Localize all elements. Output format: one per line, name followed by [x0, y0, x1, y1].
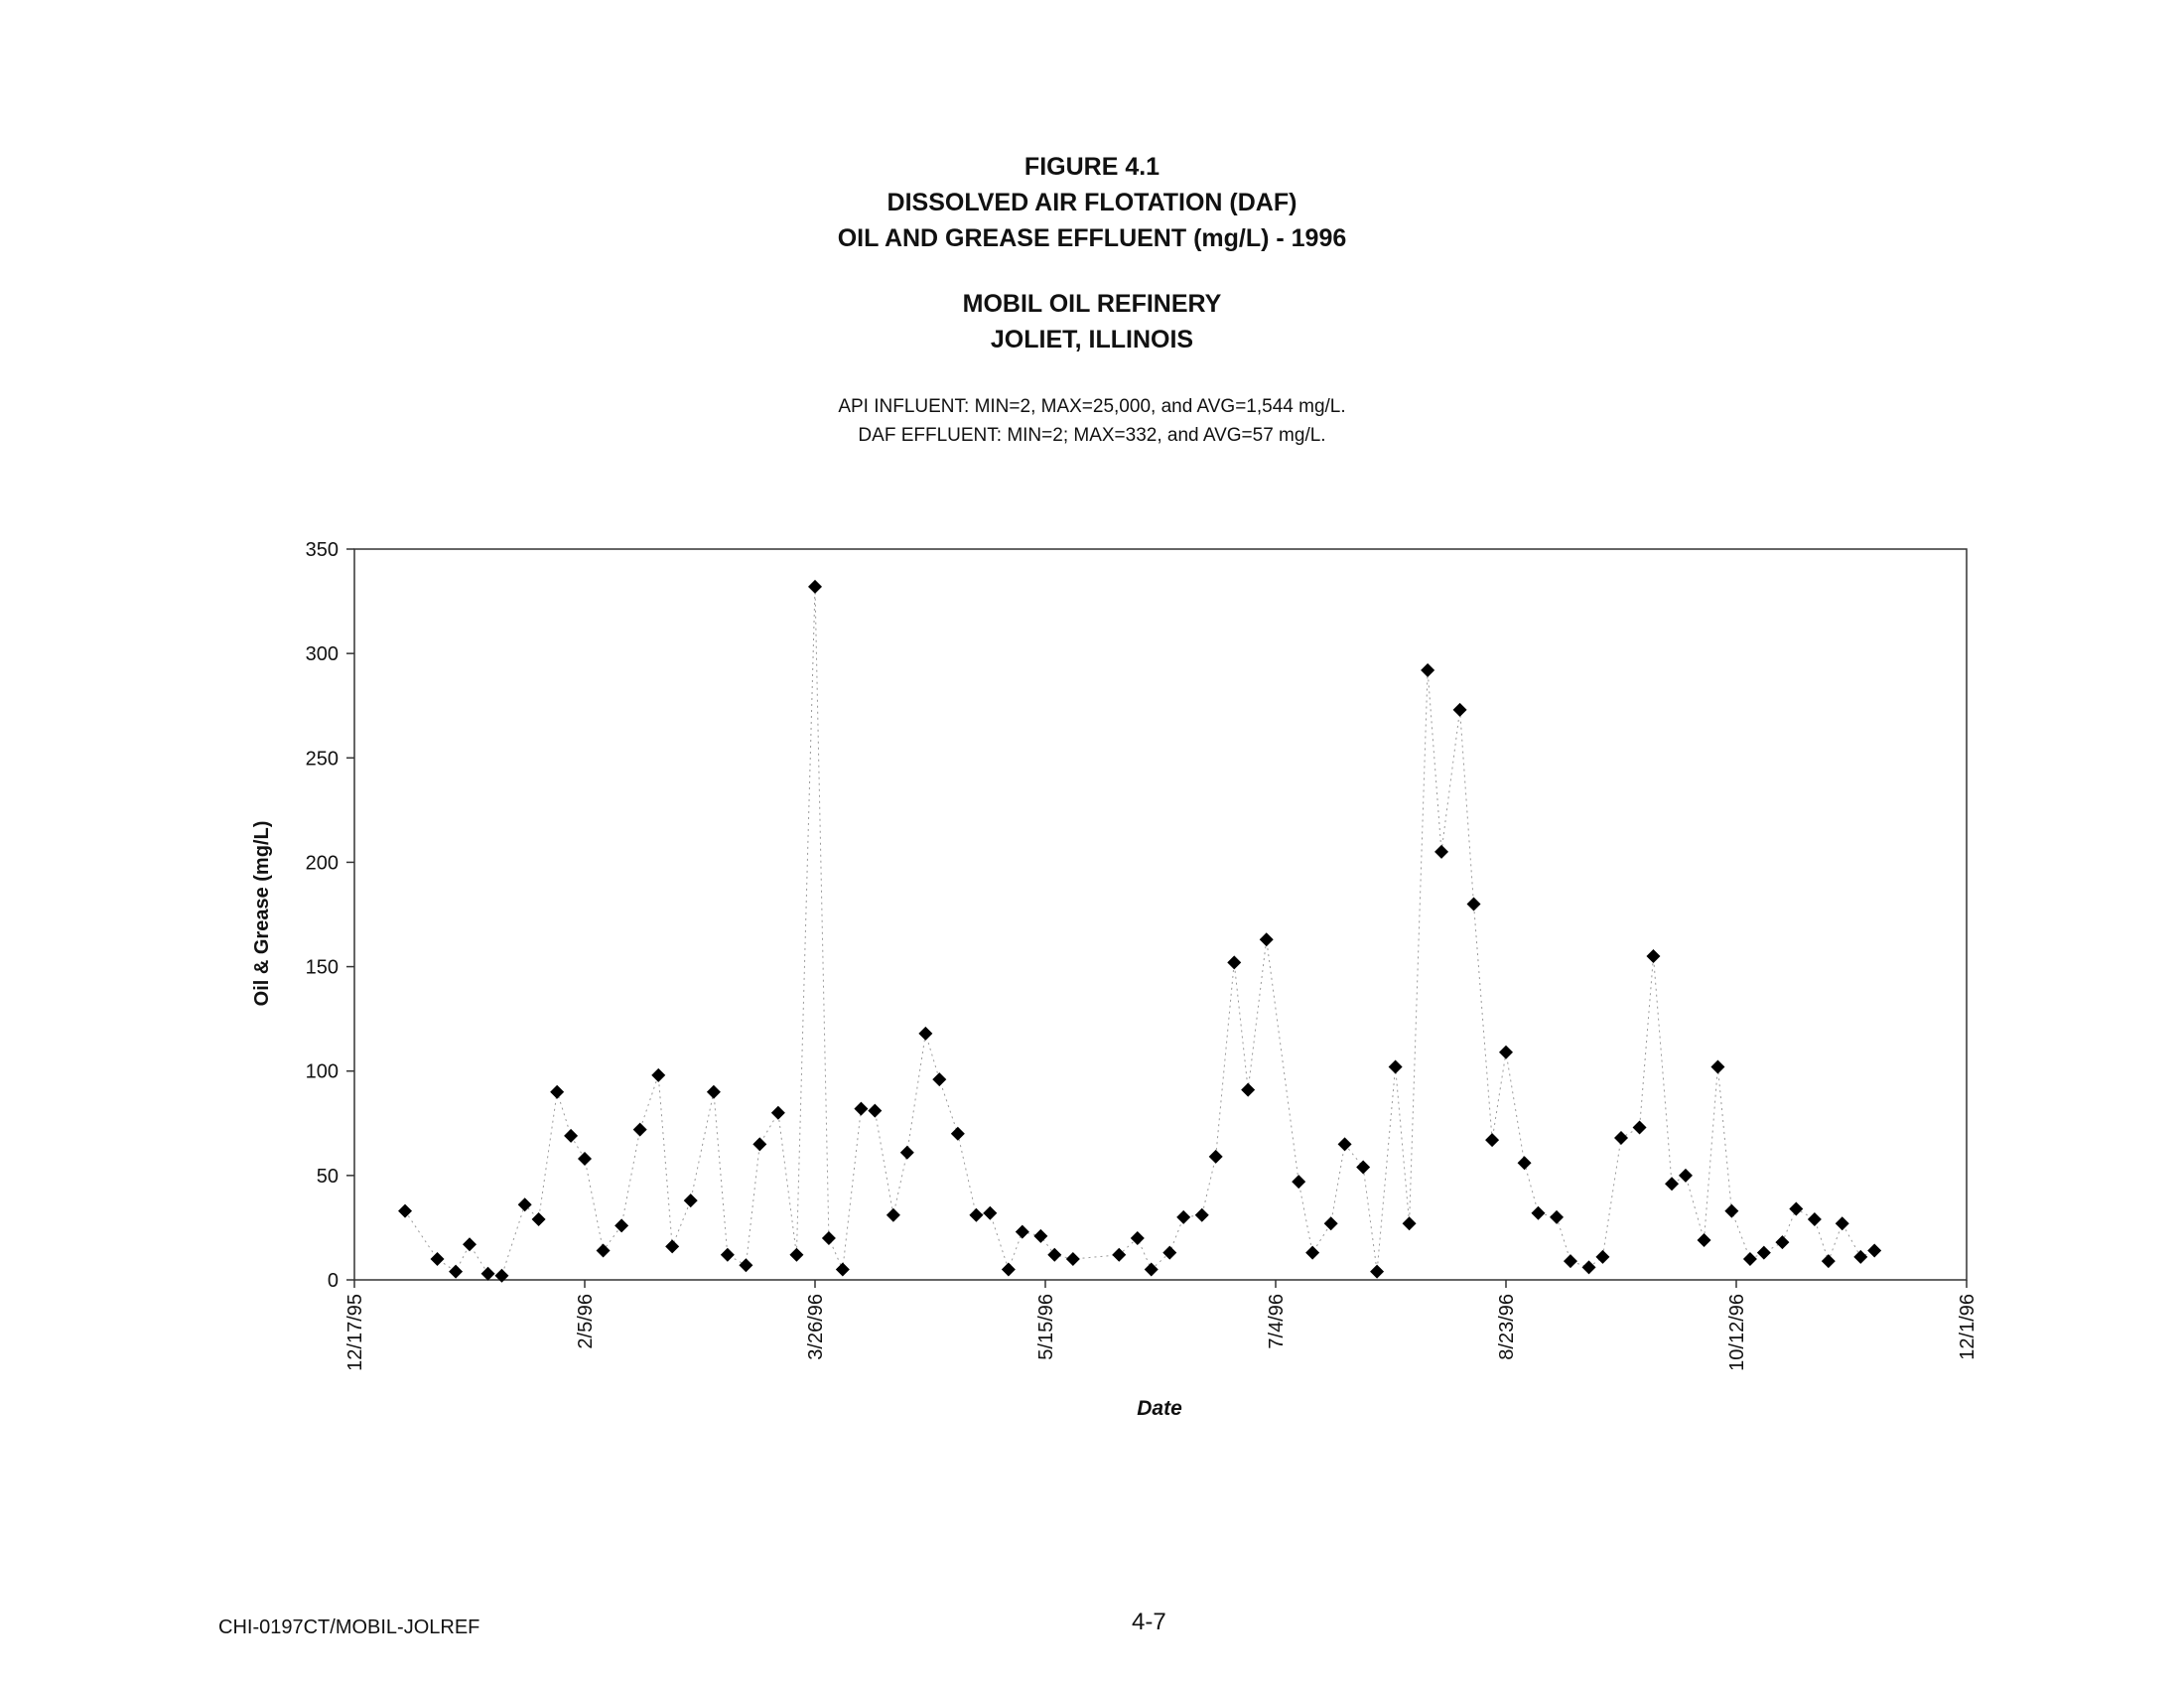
data-point-diamond — [1853, 1250, 1867, 1264]
data-point-diamond — [1665, 1177, 1679, 1191]
x-tick-label: 2/5/96 — [575, 1294, 597, 1349]
data-point-diamond — [1614, 1131, 1628, 1145]
x-tick-label: 8/23/96 — [1496, 1294, 1518, 1360]
y-tick-label: 200 — [305, 852, 339, 875]
data-point-diamond — [1434, 845, 1448, 859]
data-point-diamond — [578, 1152, 592, 1166]
x-axis-label: Date — [1137, 1397, 1182, 1420]
data-point-diamond — [651, 1068, 665, 1082]
data-point-diamond — [1227, 955, 1241, 969]
data-point-diamond — [808, 580, 822, 594]
data-point-diamond — [1789, 1202, 1803, 1216]
series-points — [398, 580, 1881, 1283]
data-point-diamond — [518, 1197, 532, 1211]
data-point-diamond — [854, 1102, 868, 1116]
data-point-diamond — [932, 1072, 946, 1086]
data-point-diamond — [1195, 1208, 1209, 1222]
data-point-diamond — [822, 1231, 836, 1245]
page-number: 4-7 — [1132, 1609, 1166, 1635]
data-point-diamond — [739, 1258, 752, 1272]
data-point-diamond — [1292, 1175, 1305, 1189]
data-point-diamond — [1305, 1246, 1319, 1260]
data-point-diamond — [463, 1237, 477, 1251]
data-point-diamond — [481, 1267, 495, 1281]
data-point-diamond — [1531, 1206, 1545, 1220]
data-point-diamond — [1421, 663, 1434, 677]
x-tick-label: 10/12/96 — [1726, 1294, 1748, 1371]
data-point-diamond — [684, 1193, 698, 1207]
data-point-diamond — [1518, 1156, 1532, 1170]
series-line — [405, 587, 1874, 1276]
data-point-diamond — [789, 1248, 803, 1262]
data-point-diamond — [1808, 1212, 1822, 1226]
data-point-diamond — [614, 1218, 628, 1232]
data-point-diamond — [1743, 1252, 1757, 1266]
data-point-diamond — [1822, 1254, 1836, 1268]
data-point-diamond — [1595, 1250, 1609, 1264]
y-axis — [306, 539, 354, 1292]
data-point-diamond — [868, 1104, 882, 1118]
data-point-diamond — [1403, 1216, 1417, 1230]
data-point-diamond — [1016, 1225, 1029, 1239]
data-point-diamond — [1550, 1210, 1564, 1224]
data-point-diamond — [1324, 1216, 1338, 1230]
figure-number: FIGURE 4.1 — [1024, 153, 1160, 181]
data-point-diamond — [1066, 1252, 1080, 1266]
y-tick-label: 100 — [305, 1060, 339, 1083]
data-point-diamond — [1724, 1204, 1738, 1218]
data-point-diamond — [918, 1027, 932, 1041]
data-point-diamond — [1757, 1246, 1771, 1260]
data-point-diamond — [597, 1244, 611, 1258]
data-point-diamond — [1389, 1060, 1403, 1074]
plot-area-frame — [354, 549, 1967, 1280]
data-point-diamond — [836, 1262, 850, 1276]
data-point-diamond — [1047, 1248, 1061, 1262]
x-tick-label: 3/26/96 — [805, 1294, 827, 1360]
data-point-diamond — [1176, 1210, 1190, 1224]
chart-title-line1: DISSOLVED AIR FLOTATION (DAF) — [887, 189, 1297, 216]
data-point-diamond — [1646, 949, 1660, 963]
y-axis-label: Oil & Grease (mg/L) — [251, 820, 273, 1007]
data-point-diamond — [1499, 1046, 1513, 1059]
document-id: CHI-0197CT/MOBIL-JOLREF — [218, 1616, 480, 1638]
facility-location: JOLIET, ILLINOIS — [990, 326, 1194, 353]
data-point-diamond — [983, 1206, 997, 1220]
data-point-diamond — [900, 1146, 914, 1160]
data-point-diamond — [1775, 1235, 1789, 1249]
y-tick-label: 350 — [305, 539, 339, 561]
data-point-diamond — [1836, 1216, 1849, 1230]
y-tick-label: 50 — [316, 1165, 339, 1188]
data-point-diamond — [1679, 1169, 1693, 1183]
y-tick-label: 250 — [305, 748, 339, 771]
chart-title-line2: OIL AND GREASE EFFLUENT (mg/L) - 1996 — [837, 224, 1347, 252]
x-tick-label: 12/1/96 — [1957, 1294, 1979, 1360]
data-point-diamond — [1467, 897, 1481, 911]
data-point-diamond — [398, 1204, 412, 1218]
data-point-diamond — [431, 1252, 445, 1266]
y-tick-label: 150 — [305, 956, 339, 979]
data-point-diamond — [969, 1208, 983, 1222]
series-connector — [405, 587, 1874, 1276]
api-influent-note: API INFLUENT: MIN=2, MAX=25,000, and AVG=1,544 mg/L. — [838, 396, 1346, 417]
daf-effluent-note: DAF EFFLUENT: MIN=2; MAX=332, and AVG=57 mg/L. — [858, 425, 1326, 446]
data-point-diamond — [1633, 1120, 1647, 1134]
data-point-diamond — [721, 1248, 735, 1262]
data-point-diamond — [1338, 1137, 1352, 1151]
data-point-diamond — [1698, 1233, 1711, 1247]
data-point-diamond — [1033, 1229, 1047, 1243]
facility-name: MOBIL OIL REFINERY — [962, 290, 1222, 318]
data-point-diamond — [887, 1208, 900, 1222]
y-tick-label: 0 — [327, 1270, 339, 1292]
data-point-diamond — [1564, 1254, 1577, 1268]
data-point-diamond — [1710, 1060, 1724, 1074]
data-point-diamond — [1260, 932, 1274, 946]
data-point-diamond — [633, 1123, 647, 1137]
data-point-diamond — [1867, 1244, 1881, 1258]
data-point-diamond — [564, 1129, 578, 1143]
data-point-diamond — [1485, 1133, 1499, 1147]
data-point-diamond — [532, 1212, 546, 1226]
data-point-diamond — [1582, 1260, 1596, 1274]
data-point-diamond — [1356, 1160, 1370, 1174]
data-point-diamond — [1241, 1083, 1255, 1097]
x-tick-label: 5/15/96 — [1035, 1294, 1057, 1360]
data-point-diamond — [1370, 1265, 1384, 1279]
data-point-diamond — [707, 1085, 721, 1099]
x-tick-label: 7/4/96 — [1266, 1294, 1288, 1349]
data-point-diamond — [951, 1127, 965, 1141]
x-tick-label: 12/17/95 — [344, 1294, 366, 1371]
data-point-diamond — [1209, 1150, 1223, 1164]
data-point-diamond — [1453, 703, 1467, 717]
data-point-diamond — [771, 1106, 785, 1120]
x-axis — [344, 1280, 1979, 1371]
data-point-diamond — [449, 1265, 463, 1279]
data-point-diamond — [665, 1239, 679, 1253]
data-point-diamond — [550, 1085, 564, 1099]
data-point-diamond — [1002, 1262, 1016, 1276]
data-point-diamond — [752, 1137, 766, 1151]
y-tick-label: 300 — [305, 643, 339, 666]
